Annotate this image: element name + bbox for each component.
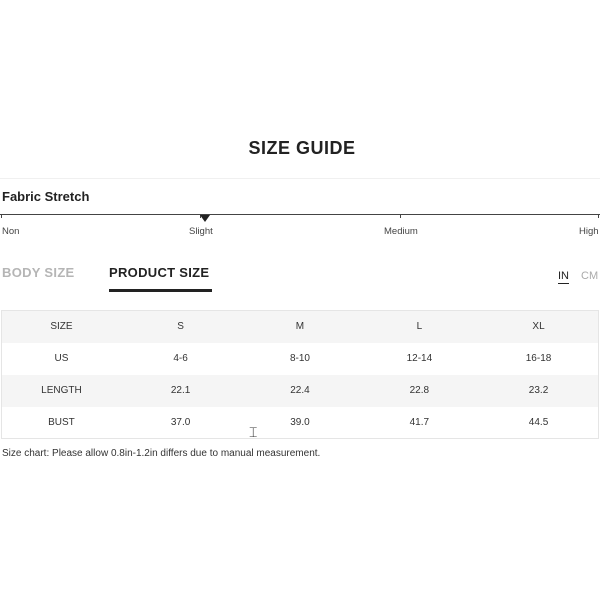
stretch-label-medium: Medium bbox=[384, 226, 418, 237]
table-cell: 22.8 bbox=[409, 385, 430, 396]
table-cell: 22.1 bbox=[170, 385, 191, 396]
table-row bbox=[2, 343, 599, 375]
table-cell: 37.0 bbox=[170, 416, 191, 428]
unit-toggle-cm[interactable]: CM bbox=[581, 270, 599, 282]
table-cell: BUST bbox=[48, 416, 75, 428]
table-cell: 4-6 bbox=[173, 353, 188, 364]
fabric-stretch-title: Fabric Stretch bbox=[2, 189, 90, 204]
table-cell: 44.5 bbox=[528, 416, 549, 428]
stretch-marker-icon bbox=[200, 215, 210, 222]
table-header-row bbox=[2, 311, 599, 343]
stretch-tick bbox=[1, 214, 2, 218]
tab-body-size[interactable]: BODY SIZE bbox=[2, 265, 75, 280]
stretch-label-high: High bbox=[579, 226, 599, 237]
table-cell: 39.0 bbox=[290, 416, 310, 428]
stretch-tick bbox=[598, 214, 599, 218]
table-cell: 22.4 bbox=[290, 385, 310, 396]
tab-product-size[interactable]: PRODUCT SIZE bbox=[109, 265, 210, 280]
table-header-cell: S bbox=[177, 321, 184, 333]
table-cell: 16-18 bbox=[525, 353, 552, 364]
table-header-cell: SIZE bbox=[50, 321, 73, 333]
text-cursor-icon: ⌶ bbox=[249, 424, 258, 440]
table-cell: 8-10 bbox=[289, 353, 310, 364]
table-header-cell: XL bbox=[532, 321, 545, 333]
page-title: SIZE GUIDE bbox=[248, 138, 356, 158]
table-cell: 41.7 bbox=[409, 416, 430, 428]
table-cell: LENGTH bbox=[41, 385, 82, 396]
title-divider bbox=[0, 178, 600, 179]
size-chart-note: Size chart: Please allow 0.8in-1.2in differs due to manual measurement. bbox=[2, 448, 321, 459]
size-table bbox=[1, 310, 599, 439]
active-tab-underline bbox=[109, 289, 212, 292]
table-row bbox=[2, 375, 599, 407]
stretch-tick bbox=[400, 214, 401, 218]
table-header-cell: M bbox=[295, 321, 305, 333]
unit-toggle-in[interactable]: IN bbox=[558, 270, 569, 282]
table-cell: 12-14 bbox=[406, 353, 433, 364]
table-row bbox=[2, 407, 599, 439]
stretch-label-non: Non bbox=[2, 226, 20, 237]
stretch-label-slight: Slight bbox=[189, 226, 213, 237]
table-cell: 23.2 bbox=[528, 385, 549, 396]
table-header-cell: L bbox=[416, 321, 423, 333]
table-cell: US bbox=[54, 353, 69, 364]
fabric-stretch-track bbox=[0, 214, 600, 215]
